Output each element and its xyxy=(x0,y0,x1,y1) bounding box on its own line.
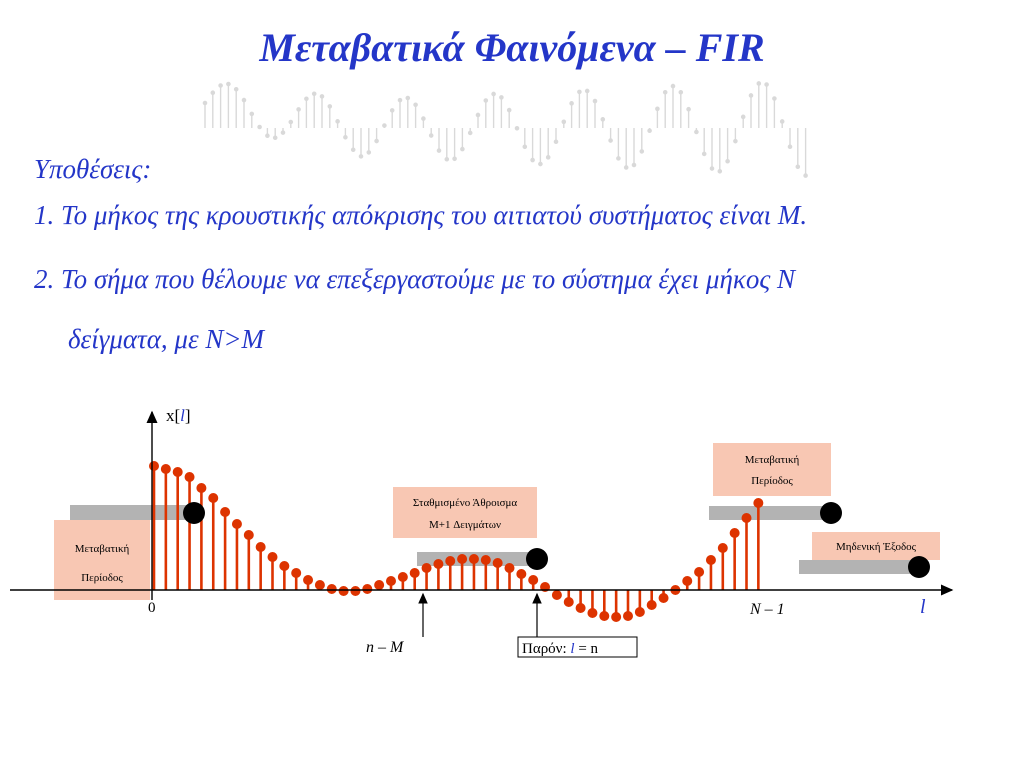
stem-dot xyxy=(291,568,301,578)
stem-dot xyxy=(220,507,230,517)
stem-dot xyxy=(516,569,526,579)
transient-box-start xyxy=(54,520,150,600)
weighted-sum-line2: M+1 Δειγμάτων xyxy=(428,519,502,531)
window-bar-start xyxy=(70,505,194,520)
stem-dot xyxy=(706,555,716,565)
stem-dot xyxy=(742,513,752,523)
tick-label-n-minus-1: N – 1 xyxy=(750,601,785,618)
stem-dot xyxy=(386,576,396,586)
window-bar-end xyxy=(709,506,831,520)
stem-dot xyxy=(445,556,455,566)
zero-output-label: Μηδενική Έξοδος xyxy=(836,541,916,553)
window-end-dot-end xyxy=(820,502,842,524)
stem-dot xyxy=(730,528,740,538)
stem-dot xyxy=(279,561,289,571)
stem-dot xyxy=(232,519,242,529)
assumption-item-1: 1. Το μήκος της κρουστικής απόκρισης του αιτιατού συστήματος είναι M. xyxy=(34,200,808,230)
stem-dot xyxy=(552,590,562,600)
stem-dot xyxy=(350,586,360,596)
stem-dot xyxy=(493,558,503,568)
stem-dot xyxy=(196,483,206,493)
stem-dot xyxy=(244,530,254,540)
window-end-dot-start xyxy=(183,502,205,524)
slide-title: Μεταβατικά Φαινόμενα – FIR xyxy=(259,25,765,70)
stem-dot xyxy=(173,467,183,477)
stem-dot xyxy=(422,563,432,573)
tick-label-zero: 0 xyxy=(148,600,156,616)
stem-dot xyxy=(718,543,728,553)
transient-box-end-line1: Μεταβατική xyxy=(744,454,800,466)
transient-box-start-line1: Μεταβατική xyxy=(74,543,130,555)
stem-dot xyxy=(339,586,349,596)
assumption-item-2: 2. Το σήμα που θέλουμε να επεξεργαστούμε με το σύστημα έχει μήκος N xyxy=(34,264,796,294)
stem-dot xyxy=(564,597,574,607)
stem-dot xyxy=(362,584,372,594)
present-label: Παρόν: l = n xyxy=(522,641,599,657)
x-axis-label: l xyxy=(920,596,926,618)
stem-dot xyxy=(623,611,633,621)
stem-dot xyxy=(682,576,692,586)
window-end-dot-zero xyxy=(908,556,930,578)
stem-dot xyxy=(659,593,669,603)
stem-dot xyxy=(505,563,515,573)
stem-dot xyxy=(635,607,645,617)
stem-dot xyxy=(528,575,538,585)
stem-dot xyxy=(149,461,159,471)
stem-dot xyxy=(753,498,763,508)
stem-dot xyxy=(647,600,657,610)
stem-dot xyxy=(587,608,597,618)
window-bar-zero xyxy=(799,560,919,574)
transient-box-start-line2: Περίοδος xyxy=(81,572,123,584)
stem-dot xyxy=(433,559,443,569)
stem-dot xyxy=(374,580,384,590)
stem-dot xyxy=(398,572,408,582)
signal-stems xyxy=(149,461,763,622)
stem-dot xyxy=(611,612,621,622)
stem-dot xyxy=(303,575,313,585)
n-minus-m-label: n – M xyxy=(366,639,404,656)
stem-dot xyxy=(185,472,195,482)
window-end-dot-middle xyxy=(526,548,548,570)
stem-dot xyxy=(481,555,491,565)
stem-dot xyxy=(256,542,266,552)
stem-dot xyxy=(410,568,420,578)
assumptions-heading: Υποθέσεις: xyxy=(34,154,152,184)
stem-dot xyxy=(161,464,171,474)
stem-dot xyxy=(576,603,586,613)
stem-dot xyxy=(694,567,704,577)
stem-dot xyxy=(599,611,609,621)
stem-dot xyxy=(208,493,218,503)
transient-box-end xyxy=(713,443,831,496)
stem-dot xyxy=(268,552,278,562)
stem-dot xyxy=(469,554,479,564)
y-axis-label: x[l] xyxy=(166,406,191,425)
weighted-sum-line1: Σταθμισμένο Άθροισμα xyxy=(412,497,518,509)
stem-dot xyxy=(315,580,325,590)
stem-dot xyxy=(457,554,467,564)
transient-box-end-line2: Περίοδος xyxy=(751,475,793,487)
assumption-item-2-continuation: δείγματα, με N>M xyxy=(68,324,265,354)
stem-dot xyxy=(327,584,337,594)
